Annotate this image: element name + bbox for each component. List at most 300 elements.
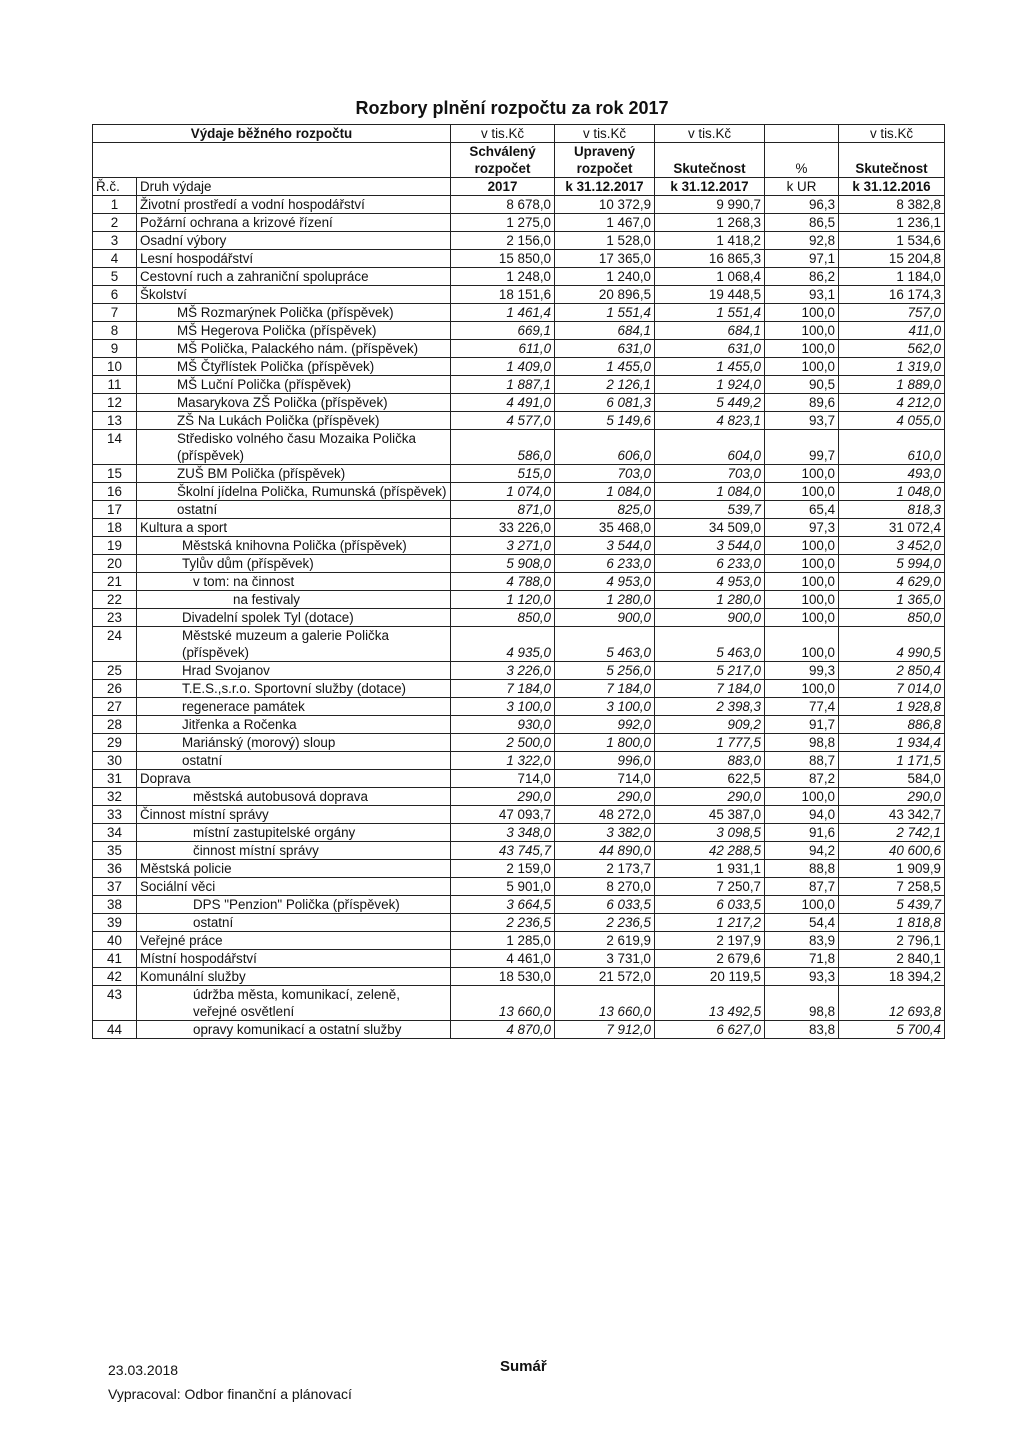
actual-2017-cell: 45 387,0 [655,806,765,824]
approved-budget-cell: 290,0 [451,788,555,806]
approved-budget-cell: 3 100,0 [451,698,555,716]
table-row [93,770,945,788]
percent-of-ur-cell: 96,3 [765,196,839,214]
actual-2016-cell: 886,8 [839,716,945,734]
actual-2017-cell: 5 217,0 [655,662,765,680]
expense-type: MŠ Čtyřlístek Polička (příspěvek) [137,358,451,376]
row-number: 8 [93,322,137,340]
row-number: 26 [93,680,137,698]
actual-2017-cell: 1 068,4 [655,268,765,286]
adjusted-budget-cell: 2 236,5 [555,914,655,932]
row-number: 37 [93,878,137,896]
table-row [93,1021,945,1039]
percent-of-ur-cell: 94,2 [765,842,839,860]
actual-2016-cell: 4 055,0 [839,412,945,430]
actual-2017-cell: 1 455,0 [655,358,765,376]
row-number: 6 [93,286,137,304]
row-number: 12 [93,394,137,412]
unit-label: v tis.Kč [839,125,945,143]
table-row [93,340,945,358]
expense-type: v tom: na činnost [137,573,451,591]
unit-label: v tis.Kč [451,125,555,143]
approved-budget-cell: 1 248,0 [451,268,555,286]
row-number: 31 [93,770,137,788]
actual-2017-cell: 6 033,5 [655,896,765,914]
approved-budget-cell: 3 348,0 [451,824,555,842]
table-row [93,465,945,483]
row-number: 24 [93,627,137,662]
actual-2017-cell: 42 288,5 [655,842,765,860]
approved-budget-cell: 3 271,0 [451,537,555,555]
expense-type: Mariánský (morový) sloup [137,734,451,752]
adjusted-budget-cell: 992,0 [555,716,655,734]
actual-2016-cell: 4 212,0 [839,394,945,412]
row-number: 42 [93,968,137,986]
row-number: 3 [93,232,137,250]
row-number: 14 [93,430,137,465]
percent-of-ur-cell: 83,8 [765,1021,839,1039]
expense-type: MŠ Hegerova Polička (příspěvek) [137,322,451,340]
expense-type: ostatní [137,501,451,519]
percent-of-ur-cell: 100,0 [765,358,839,376]
approved-budget-cell: 515,0 [451,465,555,483]
expense-type: Divadelní spolek Tyl (dotace) [137,609,451,627]
row-number: 16 [93,483,137,501]
actual-2017-cell: 3 098,5 [655,824,765,842]
actual-2017-cell: 5 449,2 [655,394,765,412]
expense-type: ZUŠ BM Polička (příspěvek) [137,465,451,483]
approved-budget-cell: 586,0 [451,430,555,465]
approved-budget-cell: 8 678,0 [451,196,555,214]
actual-2017-cell: 883,0 [655,752,765,770]
table-row [93,932,945,950]
actual-2016-cell: 1 171,5 [839,752,945,770]
table-row [93,609,945,627]
expense-type: Městská knihovna Polička (příspěvek) [137,537,451,555]
adjusted-budget-cell: 1 528,0 [555,232,655,250]
actual-2016-cell: 1 534,6 [839,232,945,250]
actual-2017-cell: 1 084,0 [655,483,765,501]
row-number: 2 [93,214,137,232]
expense-type: Hrad Svojanov [137,662,451,680]
adjusted-budget-cell: 21 572,0 [555,968,655,986]
percent-of-ur-cell: 77,4 [765,698,839,716]
row-number: 4 [93,250,137,268]
actual-2016-cell: 3 452,0 [839,537,945,555]
approved-budget-cell: 5 901,0 [451,878,555,896]
expense-type: ZŠ Na Lukách Polička (příspěvek) [137,412,451,430]
expense-type: Doprava [137,770,451,788]
actual-2016-cell: 411,0 [839,322,945,340]
percent-of-ur-cell: 87,7 [765,878,839,896]
adjusted-budget-cell: 1 455,0 [555,358,655,376]
table-row [93,268,945,286]
expense-type: Místní hospodářství [137,950,451,968]
date-heading: k UR [765,178,839,196]
actual-2017-cell: 1 551,4 [655,304,765,322]
approved-budget-cell: 714,0 [451,770,555,788]
actual-2017-cell: 7 184,0 [655,680,765,698]
expense-type: Komunální služby [137,968,451,986]
row-number: 34 [93,824,137,842]
row-number: 43 [93,986,137,1021]
table-row [93,483,945,501]
table-row [93,573,945,591]
table-row [93,878,945,896]
actual-2017-cell: 4 823,1 [655,412,765,430]
approved-budget-cell: 1 322,0 [451,752,555,770]
actual-2017-cell: 19 448,5 [655,286,765,304]
adjusted-budget-cell: 20 896,5 [555,286,655,304]
actual-2016-cell: 1 909,9 [839,860,945,878]
adjusted-budget-cell: 3 731,0 [555,950,655,968]
expense-type: Městská policie [137,860,451,878]
header-units-row [93,125,945,143]
table-row [93,430,945,465]
percent-of-ur-cell: 88,8 [765,860,839,878]
actual-2016-cell: 7 258,5 [839,878,945,896]
adjusted-budget-cell: 825,0 [555,501,655,519]
expense-type: regenerace památek [137,698,451,716]
actual-2016-cell: 610,0 [839,430,945,465]
row-number: 25 [93,662,137,680]
actual-2016-cell: 18 394,2 [839,968,945,986]
adjusted-budget-cell: 606,0 [555,430,655,465]
actual-2016-cell: 584,0 [839,770,945,788]
actual-2017-cell: 684,1 [655,322,765,340]
table-row [93,537,945,555]
approved-budget-cell: 18 530,0 [451,968,555,986]
actual-2016-cell: 5 994,0 [839,555,945,573]
expense-type: DPS "Penzion" Polička (příspěvek) [137,896,451,914]
row-number: 7 [93,304,137,322]
table-row [93,896,945,914]
adjusted-budget-cell: 2 126,1 [555,376,655,394]
actual-2016-cell: 1 048,0 [839,483,945,501]
expense-type: Městské muzeum a galerie Polička (příspěvek) [137,627,451,662]
expense-type: opravy komunikací a ostatní služby [137,1021,451,1039]
actual-2016-cell: 1 818,8 [839,914,945,932]
row-number: 5 [93,268,137,286]
row-number: 23 [93,609,137,627]
percent-of-ur-cell: 89,6 [765,394,839,412]
percent-of-ur-cell: 91,7 [765,716,839,734]
column-heading: Skutečnost [839,143,945,178]
report-date: 23.03.2018 [108,1362,179,1378]
actual-2016-cell: 757,0 [839,304,945,322]
adjusted-budget-cell: 6 081,3 [555,394,655,412]
actual-2016-cell: 1 184,0 [839,268,945,286]
adjusted-budget-cell: 1 467,0 [555,214,655,232]
actual-2017-cell: 34 509,0 [655,519,765,537]
approved-budget-cell: 871,0 [451,501,555,519]
percent-of-ur-cell: 97,1 [765,250,839,268]
actual-2017-cell: 7 250,7 [655,878,765,896]
adjusted-budget-cell: 48 272,0 [555,806,655,824]
expense-type: Požární ochrana a krizové řízení [137,214,451,232]
percent-of-ur-cell: 100,0 [765,896,839,914]
adjusted-budget-cell: 5 149,6 [555,412,655,430]
actual-2016-cell: 1 934,4 [839,734,945,752]
row-number: 9 [93,340,137,358]
approved-budget-cell: 1 409,0 [451,358,555,376]
table-row [93,860,945,878]
actual-2017-cell: 539,7 [655,501,765,519]
adjusted-budget-cell: 5 463,0 [555,627,655,662]
table-row [93,250,945,268]
percent-of-ur-cell: 100,0 [765,573,839,591]
percent-of-ur-cell: 98,8 [765,734,839,752]
actual-2017-cell: 2 398,3 [655,698,765,716]
approved-budget-cell: 43 745,7 [451,842,555,860]
approved-budget-cell: 3 664,5 [451,896,555,914]
row-number: 10 [93,358,137,376]
percent-of-ur-cell: 100,0 [765,465,839,483]
expense-type: MŠ Rozmarýnek Polička (příspěvek) [137,304,451,322]
date-heading: k 31.12.2017 [555,178,655,196]
adjusted-budget-cell: 13 660,0 [555,986,655,1021]
percent-of-ur-cell: 100,0 [765,680,839,698]
percent-of-ur-cell: 100,0 [765,340,839,358]
table-row [93,914,945,932]
table-row [93,286,945,304]
row-number: 40 [93,932,137,950]
expense-type: Cestovní ruch a zahraniční spolupráce [137,268,451,286]
table-body [93,196,945,1039]
percent-of-ur-cell: 91,6 [765,824,839,842]
row-number: 33 [93,806,137,824]
actual-2016-cell: 493,0 [839,465,945,483]
approved-budget-cell: 850,0 [451,609,555,627]
table-row [93,304,945,322]
table-row [93,376,945,394]
table-row [93,824,945,842]
table-row [93,322,945,340]
row-number: 32 [93,788,137,806]
column-heading: Schválený rozpočet [451,143,555,178]
actual-2017-cell: 631,0 [655,340,765,358]
table-row [93,716,945,734]
expense-type: městská autobusová doprava [137,788,451,806]
row-number: 13 [93,412,137,430]
table-row [93,232,945,250]
approved-budget-cell: 1 275,0 [451,214,555,232]
adjusted-budget-cell: 2 619,9 [555,932,655,950]
percent-of-ur-cell: 93,7 [765,412,839,430]
percent-of-ur-cell: 86,2 [765,268,839,286]
percent-of-ur-cell: 86,5 [765,214,839,232]
row-number: 38 [93,896,137,914]
percent-of-ur-cell: 83,9 [765,932,839,950]
expense-type: Osadní výbory [137,232,451,250]
adjusted-budget-cell: 684,1 [555,322,655,340]
row-number: 21 [93,573,137,591]
actual-2016-cell: 2 850,4 [839,662,945,680]
percent-of-ur-cell: 54,4 [765,914,839,932]
adjusted-budget-cell: 8 270,0 [555,878,655,896]
row-number: 27 [93,698,137,716]
approved-budget-cell: 13 660,0 [451,986,555,1021]
adjusted-budget-cell: 3 382,0 [555,824,655,842]
percent-of-ur-cell: 100,0 [765,322,839,340]
adjusted-budget-cell: 1 240,0 [555,268,655,286]
row-number: 36 [93,860,137,878]
actual-2016-cell: 4 629,0 [839,573,945,591]
expense-type: MŠ Polička, Palackého nám. (příspěvek) [137,340,451,358]
adjusted-budget-cell: 900,0 [555,609,655,627]
date-heading: k 31.12.2016 [839,178,945,196]
druh-heading: Druh výdaje [137,178,451,196]
adjusted-budget-cell: 1 280,0 [555,591,655,609]
percent-of-ur-cell: 100,0 [765,788,839,806]
actual-2016-cell: 12 693,8 [839,986,945,1021]
column-heading: Skutečnost [655,143,765,178]
approved-budget-cell: 5 908,0 [451,555,555,573]
actual-2016-cell: 4 990,5 [839,627,945,662]
approved-budget-cell: 2 156,0 [451,232,555,250]
table-row [93,519,945,537]
table-row [93,986,945,1021]
row-number: 30 [93,752,137,770]
row-number: 35 [93,842,137,860]
actual-2016-cell: 1 319,0 [839,358,945,376]
expense-type: Jitřenka a Ročenka [137,716,451,734]
adjusted-budget-cell: 631,0 [555,340,655,358]
approved-budget-cell: 18 151,6 [451,286,555,304]
actual-2017-cell: 1 931,1 [655,860,765,878]
percent-of-ur-cell: 87,2 [765,770,839,788]
approved-budget-cell: 4 870,0 [451,1021,555,1039]
expense-type: Lesní hospodářství [137,250,451,268]
actual-2016-cell: 16 174,3 [839,286,945,304]
actual-2017-cell: 1 217,2 [655,914,765,932]
percent-of-ur-cell: 88,7 [765,752,839,770]
actual-2016-cell: 15 204,8 [839,250,945,268]
adjusted-budget-cell: 4 953,0 [555,573,655,591]
expense-type: Masarykova ZŠ Polička (příspěvek) [137,394,451,412]
adjusted-budget-cell: 996,0 [555,752,655,770]
actual-2016-cell: 5 700,4 [839,1021,945,1039]
actual-2016-cell: 2 840,1 [839,950,945,968]
rc-heading: Ř.č. [93,178,137,196]
actual-2016-cell: 1 928,8 [839,698,945,716]
table-row [93,662,945,680]
table-row [93,752,945,770]
row-number: 22 [93,591,137,609]
actual-2017-cell: 604,0 [655,430,765,465]
budget-table [92,124,945,1039]
actual-2017-cell: 5 463,0 [655,627,765,662]
expense-type: MŠ Luční Polička (příspěvek) [137,376,451,394]
row-number: 11 [93,376,137,394]
actual-2017-cell: 13 492,5 [655,986,765,1021]
percent-of-ur-cell: 100,0 [765,555,839,573]
table-row [93,214,945,232]
percent-of-ur-cell: 99,3 [765,662,839,680]
percent-of-ur-cell: 99,7 [765,430,839,465]
row-number: 19 [93,537,137,555]
actual-2016-cell: 1 889,0 [839,376,945,394]
adjusted-budget-cell: 44 890,0 [555,842,655,860]
row-number: 18 [93,519,137,537]
table-row [93,591,945,609]
table-row [93,806,945,824]
percent-of-ur-cell: 94,0 [765,806,839,824]
row-number: 28 [93,716,137,734]
actual-2016-cell: 562,0 [839,340,945,358]
approved-budget-cell: 930,0 [451,716,555,734]
expense-type: Životní prostředí a vodní hospodářství [137,196,451,214]
adjusted-budget-cell: 1 800,0 [555,734,655,752]
approved-budget-cell: 1 461,4 [451,304,555,322]
row-number: 15 [93,465,137,483]
approved-budget-cell: 2 236,5 [451,914,555,932]
adjusted-budget-cell: 7 184,0 [555,680,655,698]
row-number: 44 [93,1021,137,1039]
row-number: 39 [93,914,137,932]
table-row [93,501,945,519]
unit-label: v tis.Kč [555,125,655,143]
adjusted-budget-cell: 2 173,7 [555,860,655,878]
approved-budget-cell: 4 491,0 [451,394,555,412]
approved-budget-cell: 4 461,0 [451,950,555,968]
actual-2017-cell: 2 197,9 [655,932,765,950]
table-row [93,734,945,752]
adjusted-budget-cell: 1 084,0 [555,483,655,501]
table-row [93,555,945,573]
expense-type: Kultura a sport [137,519,451,537]
percent-of-ur-cell: 100,0 [765,537,839,555]
adjusted-budget-cell: 290,0 [555,788,655,806]
percent-of-ur-cell: 93,1 [765,286,839,304]
approved-budget-cell: 2 159,0 [451,860,555,878]
percent-of-ur-cell: 100,0 [765,483,839,501]
column-heading: Upravený rozpočet [555,143,655,178]
date-heading: k 31.12.2017 [655,178,765,196]
expense-type: Školství [137,286,451,304]
actual-2016-cell: 43 342,7 [839,806,945,824]
adjusted-budget-cell: 5 256,0 [555,662,655,680]
approved-budget-cell: 1 074,0 [451,483,555,501]
approved-budget-cell: 1 285,0 [451,932,555,950]
approved-budget-cell: 47 093,7 [451,806,555,824]
adjusted-budget-cell: 1 551,4 [555,304,655,322]
section-heading: Výdaje běžného rozpočtu [93,125,451,143]
table-row [93,842,945,860]
date-heading: 2017 [451,178,555,196]
adjusted-budget-cell: 714,0 [555,770,655,788]
actual-2017-cell: 909,2 [655,716,765,734]
percent-of-ur-cell: 100,0 [765,609,839,627]
adjusted-budget-cell: 7 912,0 [555,1021,655,1039]
expense-type: Tylův dům (příspěvek) [137,555,451,573]
actual-2016-cell: 818,3 [839,501,945,519]
table-row [93,627,945,662]
expense-type: ostatní [137,914,451,932]
approved-budget-cell: 15 850,0 [451,250,555,268]
expense-type: Středisko volného času Mozaika Polička (příspěvek) [137,430,451,465]
actual-2016-cell: 5 439,7 [839,896,945,914]
table-row [93,950,945,968]
actual-2017-cell: 1 924,0 [655,376,765,394]
header-names-row [93,143,945,178]
actual-2017-cell: 3 544,0 [655,537,765,555]
actual-2016-cell: 31 072,4 [839,519,945,537]
actual-2017-cell: 4 953,0 [655,573,765,591]
percent-of-ur-cell: 100,0 [765,304,839,322]
actual-2016-cell: 2 796,1 [839,932,945,950]
actual-2017-cell: 703,0 [655,465,765,483]
